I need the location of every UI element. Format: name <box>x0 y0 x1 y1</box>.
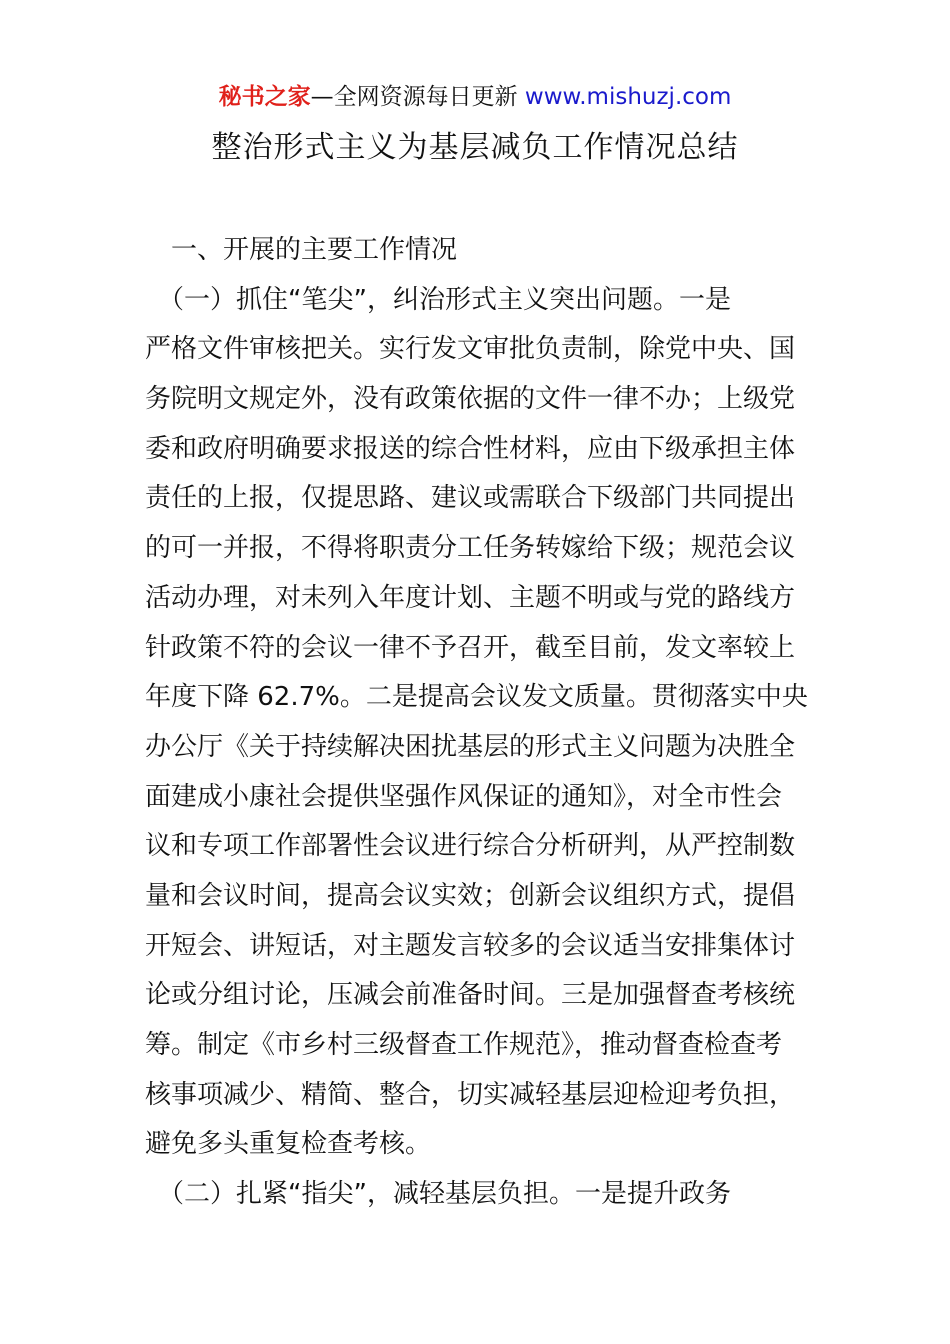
document-body <box>145 226 808 1220</box>
site-name: 秘书之家 <box>218 84 311 110</box>
body-line: 议和专项工作部署性会议进行综合分析研判，从严控制数 <box>145 831 796 862</box>
body-line: 委和政府明确要求报送的综合性材料，应由下级承担主体 <box>145 433 796 464</box>
body-line: 一、开展的主要工作情况 <box>145 235 458 265</box>
body-line: （一）抓住“笔尖”，纠治形式主义突出问题。一是 <box>145 284 731 315</box>
body-line: 核事项减少、精简、整合，切实减轻基层迎检迎考负担， <box>145 1079 796 1110</box>
body-line: 量和会议时间，提高会议实效；创新会议组织方式，提倡 <box>145 880 796 911</box>
document-title: 整治形式主义为基层减负工作情况总结 <box>211 130 739 165</box>
body-line: 办公厅《关于持续解决困扰基层的形式主义问题为决胜全 <box>145 731 796 762</box>
body-line: （二）扎紧“指尖”，减轻基层负担。一是提升政务 <box>145 1179 731 1210</box>
body-line: 年度下降 62.7%。二是提高会议发文质量。贯彻落实中央 <box>145 682 808 713</box>
body-line: 筹。制定《市乡村三级督查工作规范》，推动督查检查考 <box>145 1030 783 1060</box>
header-tagline: —全网资源每日更新 <box>310 84 525 110</box>
site-url-link[interactable]: www.mishuzj.com <box>524 84 732 110</box>
site-header <box>0 80 950 114</box>
body-line: 严格文件审核把关。实行发文审批负责制，除党中央、国 <box>145 334 796 365</box>
body-line: 活动办理，对未列入年度计划、主题不明或与党的路线方 <box>145 582 796 613</box>
body-line: 务院明文规定外，没有政策依据的文件一律不办；上级党 <box>145 384 796 415</box>
body-line: 针政策不符的会议一律不予召开，截至目前，发文率较上 <box>145 632 796 663</box>
body-line: 责任的上报，仅提思路、建议或需联合下级部门共同提出 <box>145 483 796 514</box>
body-line: 的可一并报，不得将职责分工任务转嫁给下级；规范会议 <box>145 533 796 564</box>
body-line: 面建成小康社会提供坚强作风保证的通知》，对全市性会 <box>145 781 783 812</box>
body-line: 论或分组讨论，压减会前准备时间。三是加强督查考核统 <box>145 980 796 1011</box>
body-line: 避免多头重复检查考核。 <box>145 1129 432 1160</box>
body-line: 开短会、讲短话，对主题发言较多的会议适当安排集体讨 <box>145 930 796 961</box>
